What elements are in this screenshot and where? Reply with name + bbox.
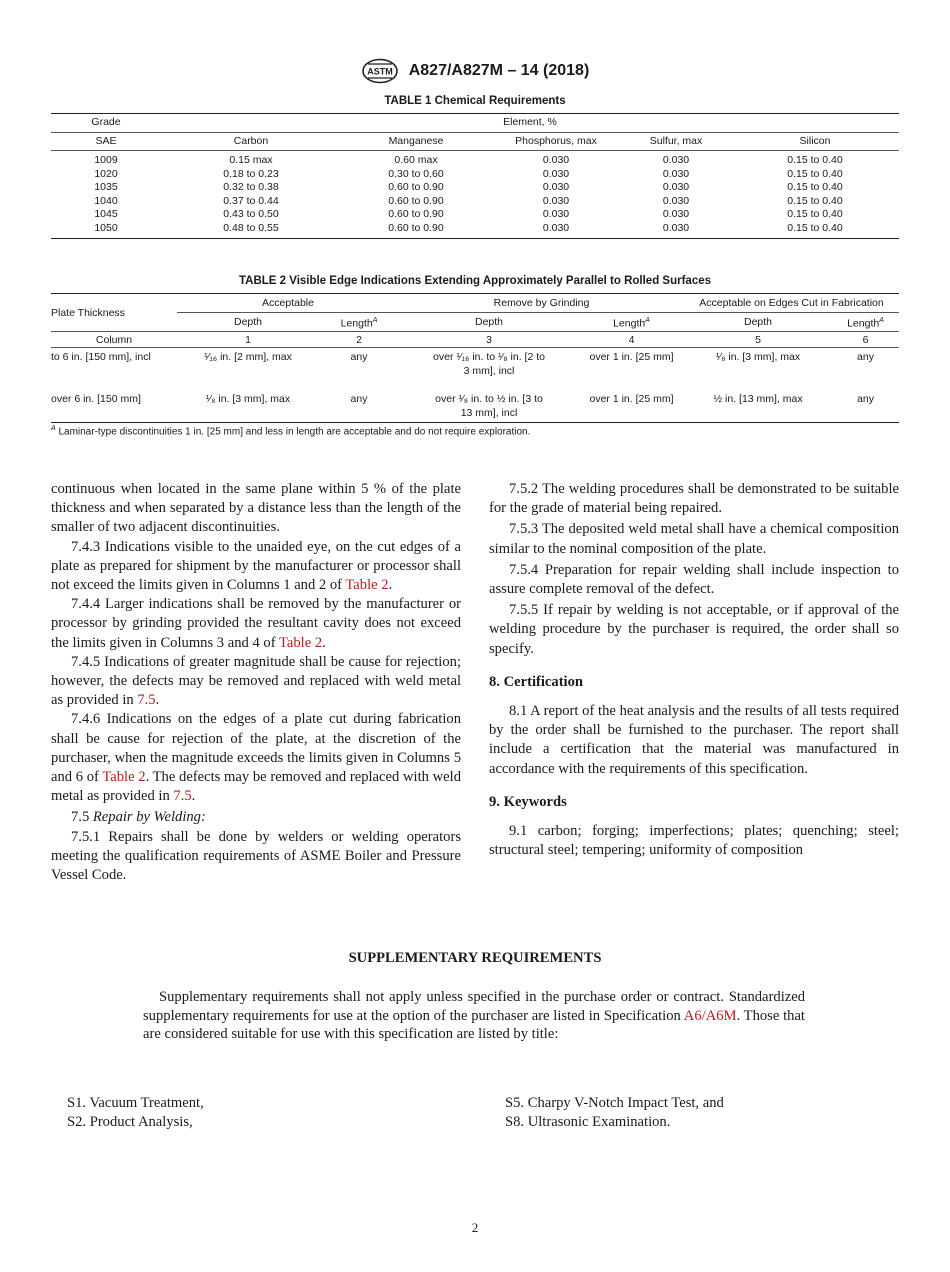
paragraph: continuous when located in the same plane within 5 % of the plate thickness and when separated by a distance less than the length of the smaller of two adjacent discontinuities.	[51, 481, 461, 536]
edge-indications-table	[51, 293, 899, 423]
table-row	[51, 168, 899, 182]
table-cell: over 6 in. [150 mm]	[51, 390, 177, 423]
a6-spec-link[interactable]: A6/A6M	[683, 1007, 737, 1024]
depth-header: Depth	[399, 313, 579, 332]
paragraph-7-5-1: 7.5.1 Repairs shall be done by welders or welding operators meeting the qualification requirements of ASME Boiler and Pressure Vessel Code.	[51, 828, 461, 884]
column-label: Column	[51, 332, 177, 348]
plate-thickness-header: Plate Thickness	[51, 294, 177, 332]
paragraph-8-1: 8.1 A report of the heat analysis and the results of all tests required by the order shall be furnished to the purchaser. The report shall include a certification that the material was manufactured in accordance with the requirements of this specification.	[489, 703, 899, 777]
table-row	[51, 195, 899, 209]
table-cell: ¹⁄₁₆ in. [2 mm], max	[204, 351, 292, 363]
table-row	[51, 222, 899, 239]
table-cell: 0.48 to 0.55	[161, 222, 341, 239]
list-item: S2. Product Analysis,	[67, 1113, 193, 1130]
table-cell: any	[319, 390, 399, 423]
table-cell: 0.15 max	[229, 154, 273, 166]
supplementary-list-left	[67, 1094, 204, 1131]
table2-caption: TABLE 2 Visible Edge Indications Extending Approximately Parallel to Rolled Surfaces	[238, 275, 712, 287]
table-cell: 0.60 to 0.90	[388, 194, 444, 207]
column-number: 4	[579, 332, 684, 348]
list-item: S5. Charpy V-Notch Impact Test, and	[505, 1095, 724, 1111]
table-cell: ½ in. [13 mm], max	[684, 390, 832, 423]
length-header: Length$^A$	[832, 313, 899, 332]
table-cell: 0.030	[662, 167, 690, 180]
depth-header: Depth	[177, 313, 319, 332]
table-cell: 0.37 to 0.44	[223, 194, 279, 207]
document-header	[0, 58, 950, 84]
table-cell: ¹⁄₈ in. [3 mm], max	[715, 351, 801, 363]
table-cell: over ¹⁄₈ in. to ½ in. [3 to 13 mm], incl	[399, 390, 579, 423]
column-number-row	[51, 332, 899, 348]
page-number: 2	[471, 1220, 479, 1235]
table-cell: 0.030	[662, 194, 690, 207]
svg-text:ASTM: ASTM	[366, 66, 393, 77]
column-number: 2	[319, 332, 399, 348]
group-header-fabrication: Acceptable on Edges Cut in Fabrication	[684, 294, 899, 313]
list-item: S1. Vacuum Treatment,	[67, 1095, 204, 1111]
astm-logo-icon	[361, 58, 399, 84]
list-item: S8. Ultrasonic Examination.	[505, 1113, 671, 1130]
paragraph-7-4-5: 7.4.5 Indications of greater magnitude shall be cause for rejection; however, the defects may be removed and replaced with weld metal as provided in 7.5.	[51, 653, 461, 709]
table-row	[51, 208, 899, 222]
table2-link[interactable]: Table 2	[278, 634, 323, 651]
table-cell: 0.15 to 0.40	[787, 181, 843, 193]
table-cell: 0.60 to 0.90	[341, 222, 491, 239]
supplementary-intro: Supplementary requirements shall not apply unless specified in the purchase order or contract. Standardized supplementary requirements for use at the option of the purchaser are listed in Specification A6/A6M. Those that are considered suitable for use with this specification are listed by title:	[143, 989, 805, 1042]
section-7-5-heading: 7.5 Repair by Welding:	[71, 809, 206, 826]
group-header-grinding: Remove by Grinding	[399, 294, 684, 313]
table-cell: 0.030	[662, 208, 690, 220]
length-header: Length$^A$	[579, 313, 684, 332]
section-9-heading: 9. Keywords	[489, 793, 567, 810]
table-cell: 1040	[94, 194, 118, 207]
element-header: Element, %	[161, 114, 899, 133]
grade-header: Grade	[51, 114, 161, 133]
table-row	[51, 151, 899, 168]
column-header: Phosphorus, max	[491, 133, 621, 151]
paragraph-7-5-2: 7.5.2 The welding procedures shall be demonstrated to be suitable for the grade of material being repaired.	[489, 481, 899, 517]
supplementary-list-right	[505, 1094, 724, 1131]
table-cell: 0.030	[491, 222, 621, 239]
table-cell: 0.15 to 0.40	[787, 208, 843, 220]
table-cell: 1020	[94, 167, 118, 180]
table-cell: 0.030	[542, 167, 570, 180]
table-cell: 1045	[94, 208, 118, 220]
table-cell: over ¹⁄₁₆ in. to ¹⁄₈ in. [2 to 3 mm], incl	[433, 351, 545, 377]
paragraph-9-1: 9.1 carbon; forging; imperfections; plates; quenching; steel; structural steel; tempering; uniformity of composition	[489, 823, 899, 859]
chemical-requirements-table	[51, 113, 899, 239]
table-cell: to 6 in. [150 mm], incl	[51, 351, 151, 363]
group-header-acceptable: Acceptable	[177, 294, 399, 313]
supplementary-title: SUPPLEMENTARY REQUIREMENTS	[348, 950, 602, 966]
table2-link[interactable]: Table 2	[102, 769, 146, 786]
table-cell: 0.030	[621, 222, 731, 239]
table-cell: 0.030	[542, 154, 570, 166]
table-cell: 0.18 to 0.23	[223, 167, 279, 180]
section-8-heading: 8. Certification	[489, 673, 584, 690]
table1-caption: TABLE 1 Chemical Requirements	[384, 95, 566, 107]
table-cell: over 1 in. [25 mm]	[589, 351, 674, 363]
table-cell: 0.60 to 0.90	[388, 208, 444, 220]
table-cell: 1035	[94, 181, 118, 193]
length-header: Length$^A$	[319, 313, 399, 332]
table2-link[interactable]: Table 2	[345, 577, 389, 594]
column-header: Silicon	[731, 133, 899, 151]
paragraph-7-5-4: 7.5.4 Preparation for repair welding shall include inspection to assure complete removal of the defect.	[489, 561, 899, 598]
paragraph-7-5-5: 7.5.5 If repair by welding is not acceptable, or if approval of the welding procedure by the purchaser is required, the order shall so specify.	[489, 602, 899, 657]
table-cell: 1009	[94, 154, 118, 166]
table-cell: 0.15 to 0.40	[787, 154, 843, 166]
table-cell: any	[857, 351, 874, 363]
table2-footnote: $^A$ Laminar-type discontinuities 1 in. [25 mm] and less in length are acceptable and do not require exploration.	[51, 425, 531, 438]
table-row	[51, 390, 899, 423]
table-cell: 0.030	[542, 208, 570, 220]
right-column	[489, 480, 899, 860]
table-cell: 0.15 to 0.40	[731, 222, 899, 239]
table-row	[51, 348, 899, 391]
column-header: Manganese	[341, 133, 491, 151]
section-7-5-link[interactable]: 7.5	[137, 692, 156, 709]
table-cell: 0.30 to 0.60	[388, 167, 444, 180]
table-cell: 0.60 max	[394, 154, 438, 166]
table-cell: ¹⁄₈ in. [3 mm], max	[177, 390, 319, 423]
column-header: Carbon	[161, 133, 341, 151]
table-cell: 0.32 to 0.38	[223, 181, 279, 193]
paragraph-7-5-3: 7.5.3 The deposited weld metal shall have a chemical composition similar to the nominal composition of the plate.	[489, 521, 899, 557]
table-cell: 0.030	[542, 194, 570, 207]
column-header: SAE	[51, 133, 161, 151]
table-cell: over 1 in. [25 mm]	[579, 390, 684, 423]
table-cell: 0.030	[662, 181, 690, 193]
paragraph-7-4-4: 7.4.4 Larger indications shall be removed by the manufacturer or processor by grinding provided the resultant cavity does not exceed the limits given in Columns 3 and 4 of Table 2.	[51, 596, 461, 651]
standard-designation: A827/A827M – 14 (2018)	[408, 62, 590, 79]
table-cell: any	[832, 390, 899, 423]
left-column	[51, 480, 461, 885]
table-cell: any	[350, 351, 368, 363]
column-number: 5	[684, 332, 832, 348]
table-cell: 0.030	[542, 181, 570, 193]
column-number: 6	[832, 332, 899, 348]
column-number: 1	[177, 332, 319, 348]
section-7-5-link[interactable]: 7.5	[173, 788, 192, 805]
table-cell: 0.15 to 0.40	[787, 194, 843, 207]
table-cell: 0.60 to 0.90	[388, 181, 444, 193]
table-cell: 1050	[51, 222, 161, 239]
column-header: Sulfur, max	[621, 133, 731, 151]
column-number: 3	[399, 332, 579, 348]
depth-header: Depth	[684, 313, 832, 332]
table-cell: 0.15 to 0.40	[787, 167, 843, 180]
paragraph-7-4-6: 7.4.6 Indications on the edges of a plate cut during fabrication shall be cause for rejection of the plate, at the discretion of the purchaser, when the magnitude exceeds the limits given in Columns 5 and 6 of Table 2. The defects may be removed and replaced with weld metal as provided in 7.5.	[51, 711, 461, 805]
table-row	[51, 181, 899, 195]
table-cell: 0.43 to 0.50	[223, 208, 279, 220]
table-cell: 0.030	[662, 154, 690, 166]
paragraph-7-4-3: 7.4.3 Indications visible to the unaided eye, on the cut edges of a plate as prepared for shipment by the manufacturer or processor shall not exceed the limits given in Columns 1 and 2 of Table 2.	[51, 538, 461, 594]
